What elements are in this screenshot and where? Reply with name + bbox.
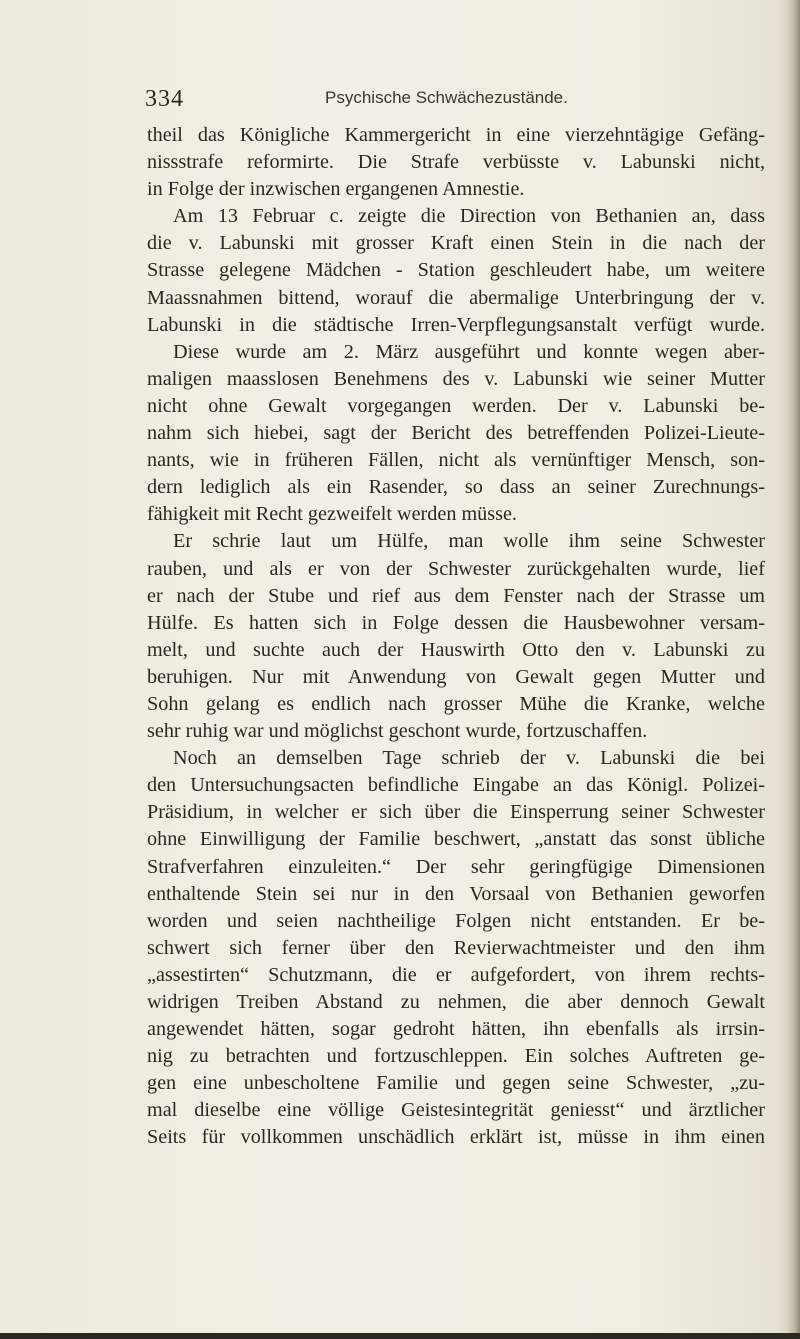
scan-bottom-border: [0, 1333, 800, 1339]
text-line: nissstrafe reformirte. Die Strafe verbüsste v. Labunski nicht,: [147, 151, 765, 174]
text-line: Strasse gelegene Mädchen - Station geschleudert habe, um weitere: [147, 259, 765, 282]
text-line: widrigen Treiben Abstand zu nehmen, die aber dennoch Gewalt: [147, 991, 765, 1013]
text-line: nants, wie in früheren Fällen, nicht als vernünftiger Mensch, son-: [147, 449, 765, 472]
page-header: [145, 86, 665, 116]
text-line: worden und seien nachtheilige Folgen nicht entstanden. Er be-: [147, 909, 765, 932]
text-line: angewendet hätten, sogar gedroht hätten, ihn ebenfalls als irrsin-: [147, 1018, 765, 1041]
text-line: Noch an demselben Tage schrieb der v. Labunski die bei: [173, 747, 765, 770]
text-line: nig zu betrachten und fortzuschleppen. Ein solches Auftreten ge-: [147, 1045, 765, 1068]
body-text: [147, 122, 765, 1152]
text-line: fähigkeit mit Recht gezweifelt werden müsse.: [147, 503, 517, 526]
text-line: Er schrie laut um Hülfe, man wolle ihm seine Schwester: [173, 530, 765, 553]
text-line: nicht ohne Gewalt vorgegangen werden. Der v. Labunski be-: [147, 394, 765, 417]
text-line: Präsidium, in welcher er sich über die Einsperrung seiner Schwester: [147, 801, 765, 824]
text-line: ohne Einwilligung der Familie beschwert, „anstatt das sonst übliche: [147, 828, 765, 851]
running-head: Psychische Schwächezustände.: [325, 88, 568, 107]
text-line: mal dieselbe eine völlige Geistesintegrität geniesst“ und ärztlicher: [147, 1099, 765, 1122]
text-line: Diese wurde am 2. März ausgeführt und konnte wegen aber-: [173, 340, 765, 363]
page-number: 334: [145, 86, 184, 112]
text-line: beruhigen. Nur mit Anwendung von Gewalt gegen Mutter und: [147, 665, 765, 688]
text-line: Sohn gelang es endlich nach grosser Mühe die Kranke, welche: [147, 692, 765, 715]
text-line: nahm sich hiebei, sagt der Bericht des betreffenden Polizei-Lieute-: [147, 422, 765, 445]
text-line: er nach der Stube und rief aus dem Fenster nach der Strasse um: [147, 584, 765, 607]
text-line: dern lediglich als ein Rasender, so dass an seiner Zurechnungs-: [147, 476, 765, 499]
text-line: Maassnahmen bittend, worauf die abermalige Unterbringung der v.: [147, 286, 765, 309]
text-line: sehr ruhig war und möglichst geschont wurde, fortzuschaffen.: [147, 720, 648, 743]
text-line: theil das Königliche Kammergericht in eine vierzehntägige Gefäng-: [147, 124, 765, 146]
text-line: Labunski in die städtische Irren-Verpflegungsanstalt verfügt wurde.: [147, 313, 765, 336]
text-line: Hülfe. Es hatten sich in Folge dessen die Hausbewohner versam-: [147, 611, 765, 634]
text-line: die v. Labunski mit grosser Kraft einen Stein in die nach der: [147, 232, 765, 255]
text-line: „assestirten“ Schutzmann, die er aufgefordert, von ihrem rechts-: [147, 963, 765, 986]
text-line: rauben, und als er von der Schwester zurückgehalten wurde, lief: [147, 557, 765, 580]
text-line: Am 13 Februar c. zeigte die Direction von Bethanien an, dass: [173, 205, 765, 228]
text-line: in Folge der inzwischen ergangenen Amnestie.: [147, 178, 525, 201]
text-line: Strafverfahren einzuleiten.“ Der sehr geringfügige Dimensionen: [147, 855, 765, 878]
page-edge-shadow: [786, 0, 800, 1339]
text-line: gen eine unbescholtene Familie und gegen seine Schwester, „zu-: [147, 1072, 765, 1095]
text-line: schwert sich ferner über den Revierwachtmeister und den ihm: [147, 936, 765, 959]
text-line: maligen maasslosen Benehmens des v. Labunski wie seiner Mutter: [147, 367, 765, 390]
text-line: Seits für vollkommen unschädlich erklärt ist, müsse in ihm einen: [147, 1126, 765, 1149]
text-line: enthaltende Stein sei nur in den Vorsaal von Bethanien geworfen: [147, 882, 765, 905]
text-line: den Untersuchungsacten befindliche Eingabe an das Königl. Polizei-: [147, 774, 765, 797]
text-line: melt, und suchte auch der Hauswirth Otto den v. Labunski zu: [147, 638, 765, 661]
